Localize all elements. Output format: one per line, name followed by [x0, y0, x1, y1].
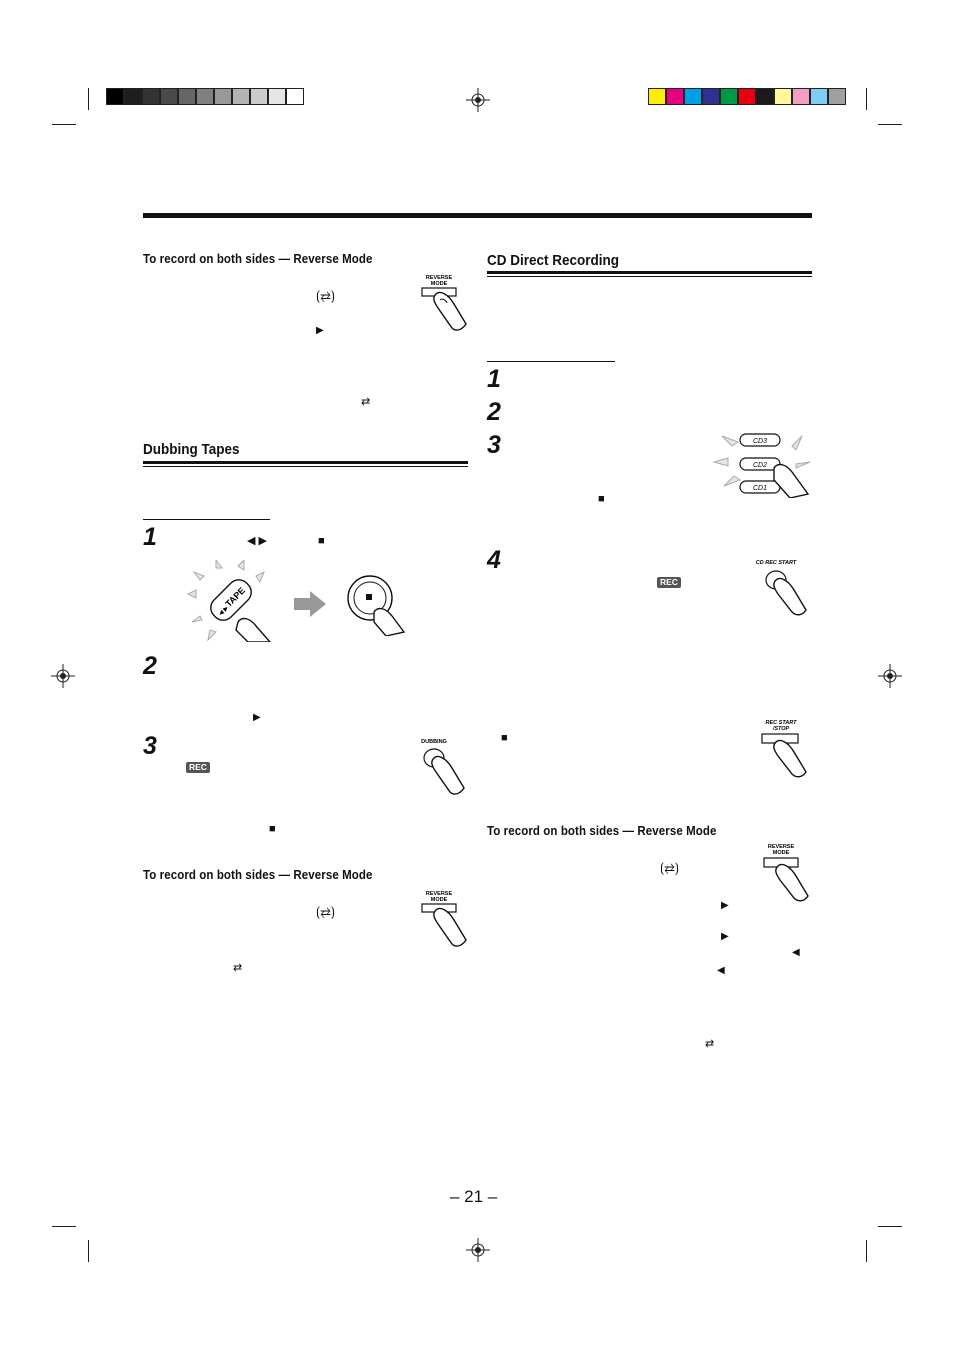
svg-text:CD REC START: CD REC START: [755, 560, 797, 566]
svg-text:MODE: MODE: [772, 850, 790, 856]
gray-swatch: [196, 88, 214, 105]
gray-swatch: [214, 88, 232, 105]
stop-icon-3: ■: [598, 493, 605, 505]
color-swatch: [774, 88, 792, 105]
reverse-mode-icon-2: ⟮⇄⟯: [316, 904, 335, 919]
gray-swatch: [142, 88, 160, 105]
reverse-play-icon-2: ◀: [717, 965, 725, 976]
svg-text:TAPE: TAPE: [223, 585, 248, 609]
gray-swatch: [232, 88, 250, 105]
svg-text:DUBBING: DUBBING: [421, 739, 447, 745]
svg-text:/STOP: /STOP: [772, 726, 790, 732]
color-swatch: [648, 88, 666, 105]
registration-mark-top-icon: [466, 88, 490, 112]
stop-button-illustration: [344, 572, 408, 636]
page-number: – 21 –: [450, 1187, 498, 1206]
svg-text:CD1: CD1: [752, 485, 768, 492]
color-swatch: [720, 88, 738, 105]
reverse-mode-button-illustration-1: [414, 270, 472, 332]
gray-swatch: [286, 88, 304, 105]
header-rule: [143, 213, 812, 218]
color-swatch: [702, 88, 720, 105]
dubbing-step-2: 2: [143, 652, 157, 680]
reverse-mode-subheading-1: To record on both sides — Reverse Mode: [143, 252, 373, 266]
gray-swatch: [160, 88, 178, 105]
svg-text:CD3: CD3: [752, 438, 768, 445]
reverse-mode-subheading-2: To record on both sides — Reverse Mode: [143, 868, 373, 882]
svg-text:REC START: REC START: [765, 720, 797, 726]
cd-step-3: 3: [487, 431, 501, 459]
svg-text:REVERSE: REVERSE: [425, 275, 453, 281]
cd-step-2: 2: [487, 398, 501, 426]
dubbing-step-1: 1: [143, 523, 157, 551]
gray-swatch: [268, 88, 286, 105]
gray-swatch: [106, 88, 124, 105]
reverse-mode-button-illustration-2: [414, 886, 472, 948]
reverse-mode-icon-3: ⟮⇄⟯: [660, 860, 679, 875]
color-swatch: [738, 88, 756, 105]
color-swatch: [666, 88, 684, 105]
color-swatch: [756, 88, 774, 105]
dubbing-step-3: 3: [143, 732, 157, 760]
color-swatch: [684, 88, 702, 105]
tape-button-illustration: [186, 560, 276, 642]
one-way-icon-3: ⇄: [705, 1038, 715, 1050]
cd-step-4: 4: [487, 546, 501, 574]
reverse-mode-icon: ⟮⇄⟯: [316, 288, 335, 303]
dubbing-button-illustration: [414, 736, 472, 796]
color-swatch: [810, 88, 828, 105]
svg-text:CD2: CD2: [752, 462, 768, 469]
color-swatch: [792, 88, 810, 105]
play-icon: ▶: [316, 325, 324, 336]
registration-mark-left-icon: [51, 664, 75, 688]
reverse-mode-subheading-3: To record on both sides — Reverse Mode: [487, 824, 717, 838]
one-way-icon-2: ⇄: [233, 962, 243, 974]
play-icon-3: ▶: [721, 900, 729, 911]
dubbing-procedure-rule: [143, 519, 270, 520]
play-icon-4: ▶: [721, 931, 729, 942]
svg-text:MODE: MODE: [430, 897, 448, 903]
registration-mark-right-icon: [878, 664, 902, 688]
gray-swatch: [250, 88, 268, 105]
one-way-icon: ⇄: [361, 396, 371, 408]
svg-text:MODE: MODE: [430, 281, 448, 287]
cd-rec-start-button-illustration: [748, 556, 812, 616]
reverse-play-icon: ◀: [792, 947, 800, 958]
cd-procedure-rule: [487, 361, 615, 362]
svg-text:◀ ▶: ◀ ▶: [217, 605, 230, 618]
gray-swatch: [124, 88, 142, 105]
svg-text:REVERSE: REVERSE: [767, 844, 795, 850]
reverse-mode-button-illustration-3: [756, 840, 814, 902]
dubbing-tapes-heading: Dubbing Tapes: [143, 441, 240, 458]
rec-start-stop-button-illustration: [756, 716, 814, 778]
tape-direction-icon: ◀ ▶: [247, 535, 267, 547]
play-icon-2: ▶: [253, 712, 261, 723]
stop-icon: ■: [318, 535, 325, 547]
stop-icon-2: ■: [269, 823, 276, 835]
dubbing-heading-rule: [143, 461, 468, 467]
cd-step-1: 1: [487, 365, 501, 393]
cd-direct-recording-heading: CD Direct Recording: [487, 252, 620, 269]
registration-mark-bottom-icon: [466, 1238, 490, 1262]
svg-text:REVERSE: REVERSE: [425, 891, 453, 897]
color-swatch: [828, 88, 846, 105]
rec-indicator-badge: REC: [186, 762, 210, 773]
gray-swatch: [178, 88, 196, 105]
cd-heading-rule: [487, 271, 812, 277]
next-arrow-icon: [292, 589, 328, 619]
rec-indicator-badge-2: REC: [657, 577, 681, 588]
stop-icon-4: ■: [501, 732, 508, 744]
cd-select-buttons-illustration: [712, 428, 812, 498]
